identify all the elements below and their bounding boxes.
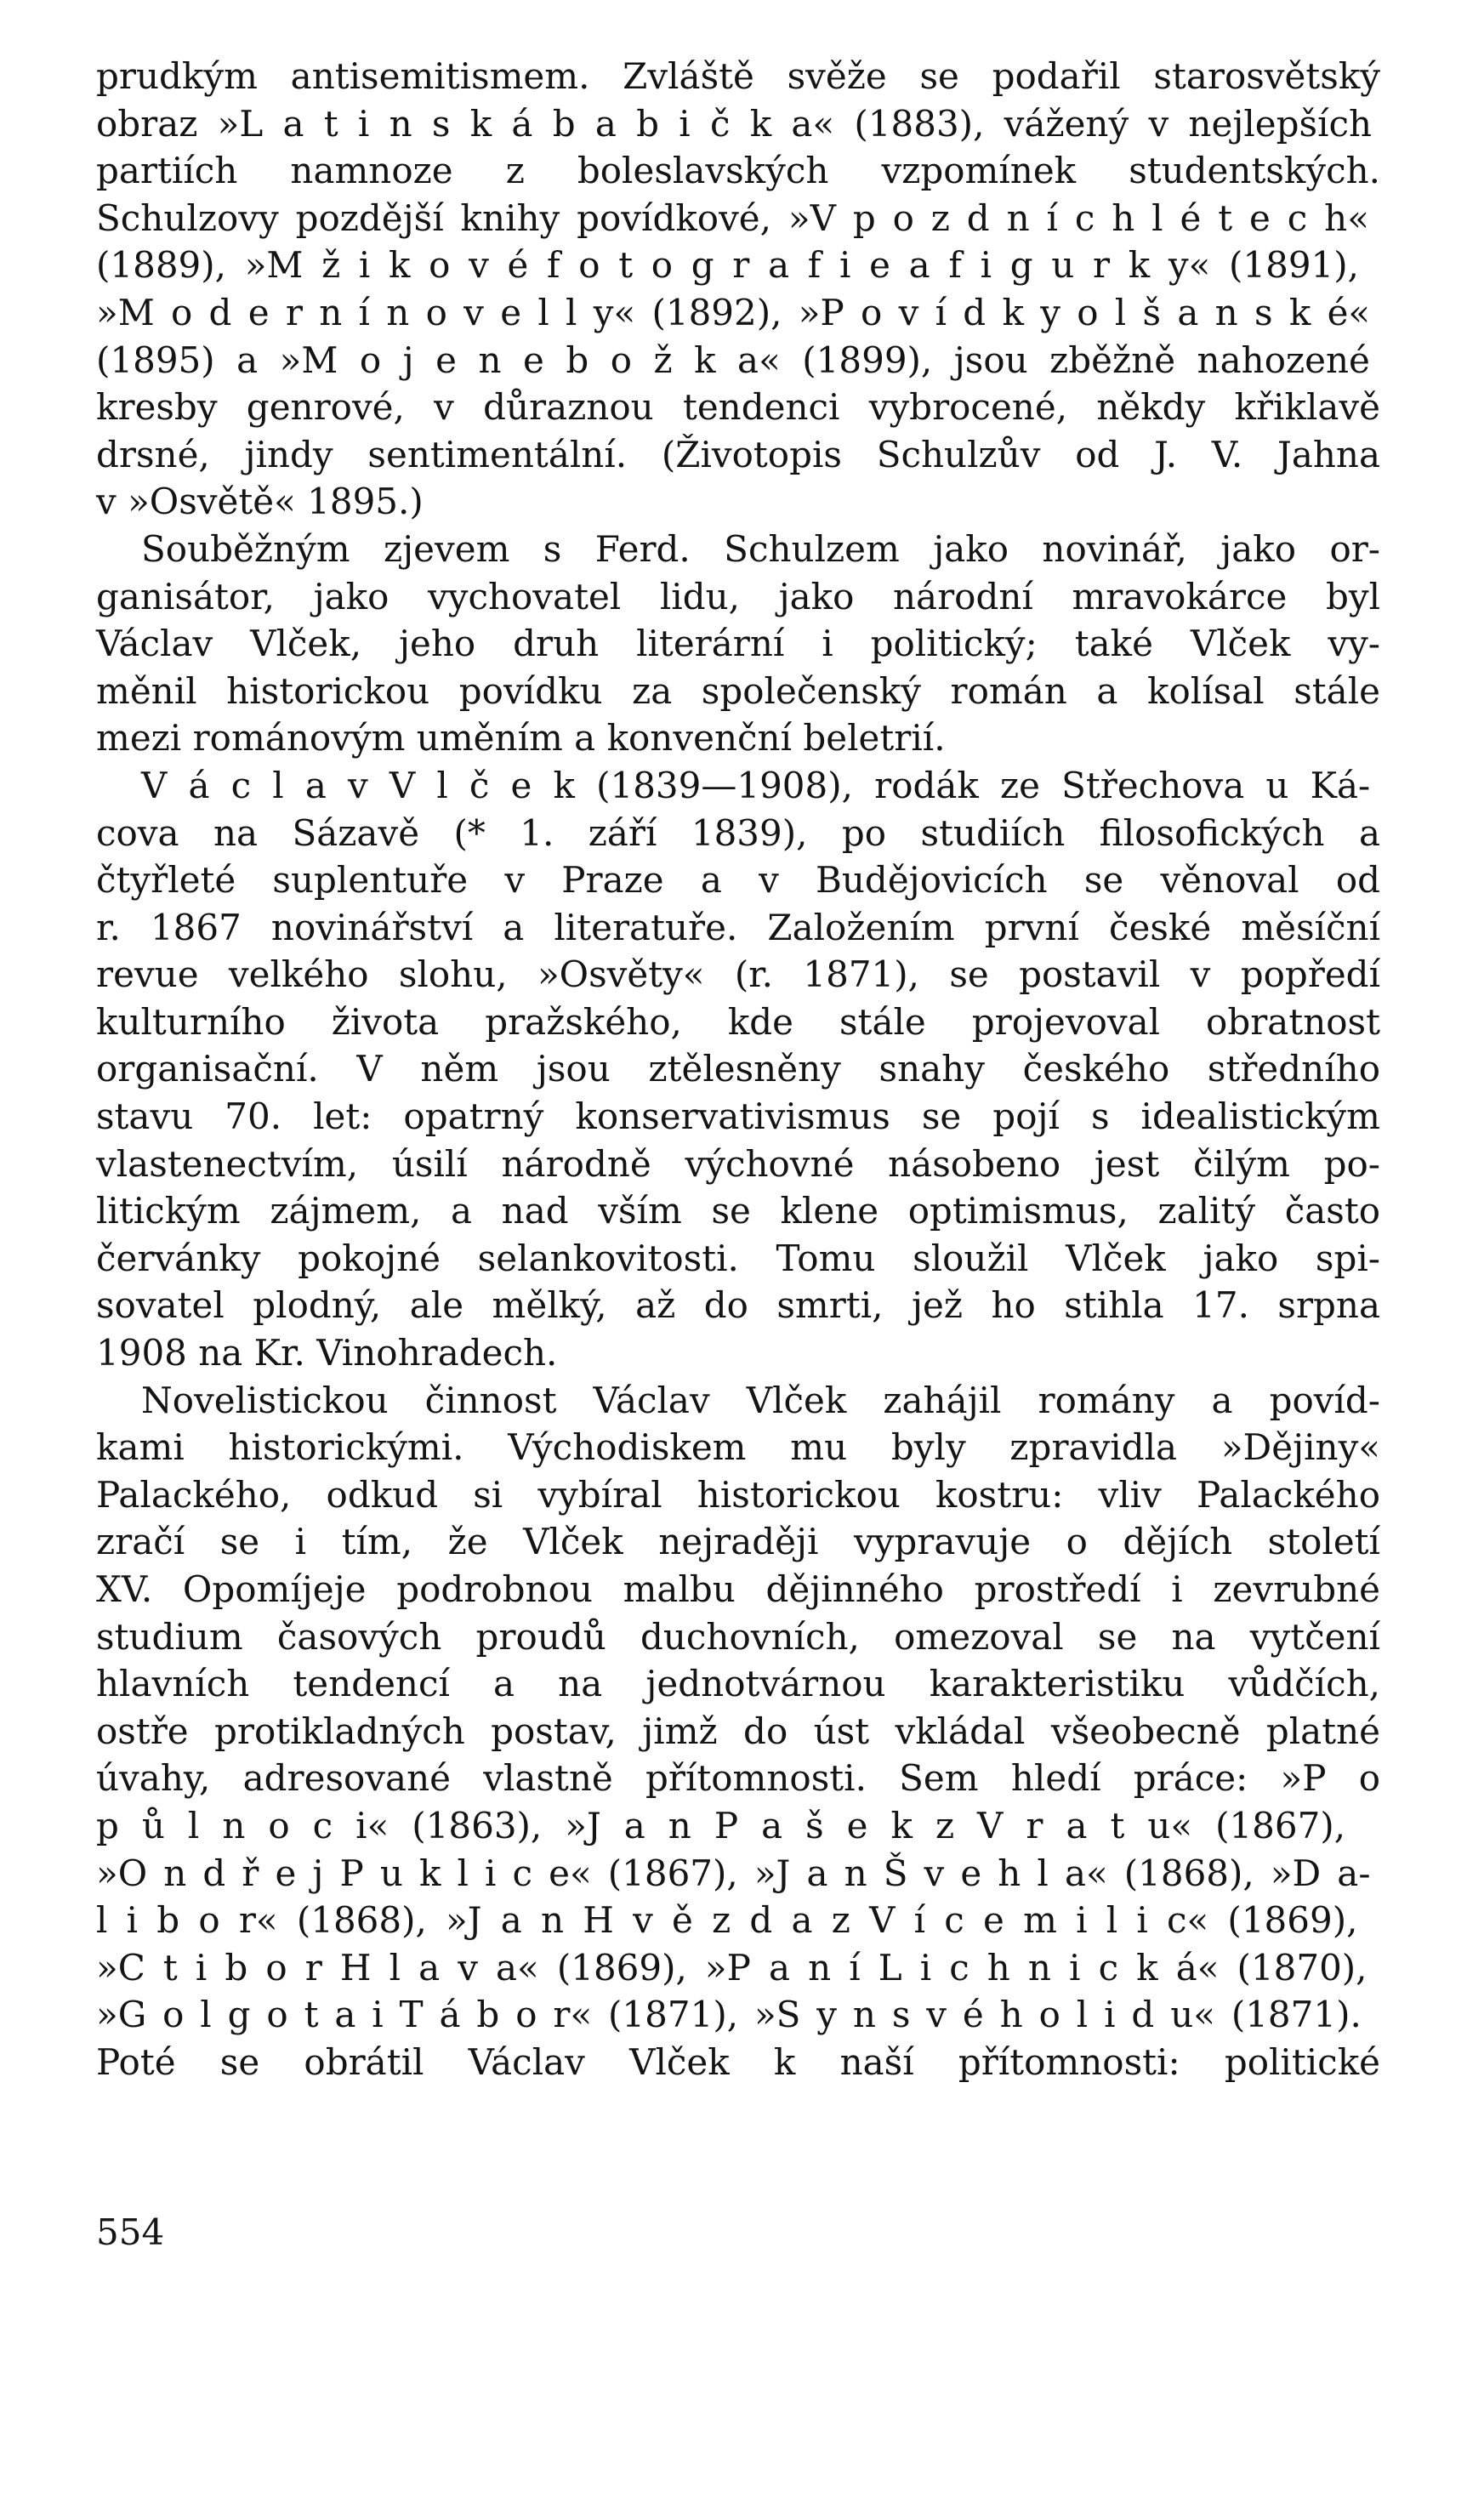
- text-line: litickým zájmem, a nad vším se klene optimismus, zalitý často: [96, 1190, 1380, 1232]
- text-line: partiích namnoze z boleslavských vzpomínek studentských.: [96, 150, 1380, 192]
- text-line: studium časových proudů duchovních, omezoval se na vytčení: [96, 1615, 1380, 1658]
- text-line: obraz »L a t i n s k á b a b i č k a« (1883), vážený v nejlepších: [96, 102, 1373, 145]
- text-line: cova na Sázavě (* 1. září 1839), po studiích filosofických a: [96, 811, 1380, 854]
- text-line: »O n d ř e j P u k l i c e« (1867), »J a n Š v e h l a« (1868), »D a-: [96, 1852, 1371, 1894]
- text-line: vlastenectvím, úsilí národně výchovné násobeno jest čilým po-: [96, 1142, 1380, 1185]
- text-line: hlavních tendencí a na jednotvárnou karakteristiku vůdčích,: [96, 1663, 1380, 1705]
- text-line: organisační. V něm jsou ztělesněny snahy českého středního: [96, 1048, 1380, 1090]
- text-line: ganisátor, jako vychovatel lidu, jako národní mravokárce byl: [96, 575, 1380, 617]
- text-line: Palackého, odkud si vybíral historickou kostru: vliv Palackého: [96, 1473, 1380, 1516]
- text-line: zračí se i tím, že Vlček nejraději vypravuje o dějích století: [96, 1521, 1380, 1563]
- text-line: »C t i b o r H l a v a« (1869), »P a n í L i c h n i c k á« (1870),: [96, 1946, 1367, 1989]
- body-text: [96, 53, 1380, 2086]
- text-line: červánky pokojné selankovitosti. Tomu sloužil Vlček jako spi-: [96, 1237, 1380, 1279]
- text-line: mezi románovým uměním a konvenční beletrií.: [96, 717, 946, 760]
- text-line: sovatel plodný, ale mělký, až do smrti, jež ho stihla 17. srpna: [96, 1284, 1380, 1327]
- text-line: r. 1867 novinářství a literatuře. Založením první české měsíční: [96, 906, 1380, 948]
- text-line: čtyřleté suplentuře v Praze a v Budějovicích se věnoval od: [96, 859, 1380, 902]
- text-line: stavu 70. let: opatrný konservativismus se pojí s idealistickým: [96, 1095, 1380, 1138]
- text-line: revue velkého slohu, »Osvěty« (r. 1871), se postavil v popředí: [96, 953, 1380, 996]
- text-line: »G o l g o t a i T á b o r« (1871), »S y n s v é h o l i d u« (1871).: [96, 1994, 1362, 2036]
- text-line: l i b o r« (1868), »J a n H v ě z d a z V í c e m i l i c« (1869),: [96, 1899, 1358, 1942]
- text-line: měnil historickou povídku za společenský román a kolísal stále: [96, 669, 1380, 712]
- text-line: v »Osvětě« 1895.): [96, 481, 424, 523]
- text-line: ostře protikladných postav, jimž do úst vkládal všeobecně platné: [96, 1710, 1380, 1752]
- text-line: Souběžným zjevem s Ferd. Schulzem jako novinář, jako or-: [141, 527, 1380, 570]
- text-line: prudkým antisemitismem. Zvláště svěže se podařil starosvětský: [96, 55, 1380, 97]
- text-line: 1908 na Kr. Vinohradech.: [96, 1332, 558, 1374]
- text-line: drsné, jindy sentimentální. (Životopis Schulzův od J. V. Jahna: [96, 433, 1380, 475]
- page-number: 554: [96, 2211, 165, 2253]
- text-line: kami historickými. Východiskem mu byly zpravidla »Dějiny«: [96, 1426, 1380, 1469]
- text-line: »M o d e r n í n o v e l l y« (1892), »P o v í d k y o l š a n s k é«: [96, 291, 1371, 333]
- text-line: (1889), »M ž i k o v é f o t o g r a f i e a f i g u r k y« (1891),: [96, 244, 1360, 287]
- text-line: úvahy, adresované vlastně přítomnosti. Sem hledí práce: »P o: [96, 1757, 1380, 1800]
- text-line: Václav Vlček, jeho druh literární i politický; také Vlček vy-: [96, 623, 1380, 665]
- text-line: (1895) a »M o j e n e b o ž k a« (1899), jsou zběžně nahozené: [96, 339, 1370, 381]
- text-line: kresby genrové, v důraznou tendenci vybrocené, někdy křiklavě: [96, 386, 1380, 429]
- text-line: Schulzovy pozdější knihy povídkové, »V p o z d n í c h l é t e c h«: [96, 196, 1369, 239]
- text-line: XV. Opomíjeje podrobnou malbu dějinného prostředí i zevrubné: [96, 1568, 1380, 1610]
- text-line: Poté se obrátil Václav Vlček k naší přítomnosti: politické: [96, 2040, 1380, 2083]
- text-line: kulturního života pražského, kde stále projevoval obratnost: [96, 1000, 1380, 1043]
- text-line: V á c l a v V l č e k (1839—1908), rodák ze Střechova u Ká-: [141, 764, 1371, 806]
- text-line: Novelistickou činnost Václav Vlček zahájil romány a povíd-: [141, 1379, 1380, 1421]
- text-line: p ů l n o c i« (1863), »J a n P a š e k z V r a t u« (1867),: [96, 1804, 1346, 1846]
